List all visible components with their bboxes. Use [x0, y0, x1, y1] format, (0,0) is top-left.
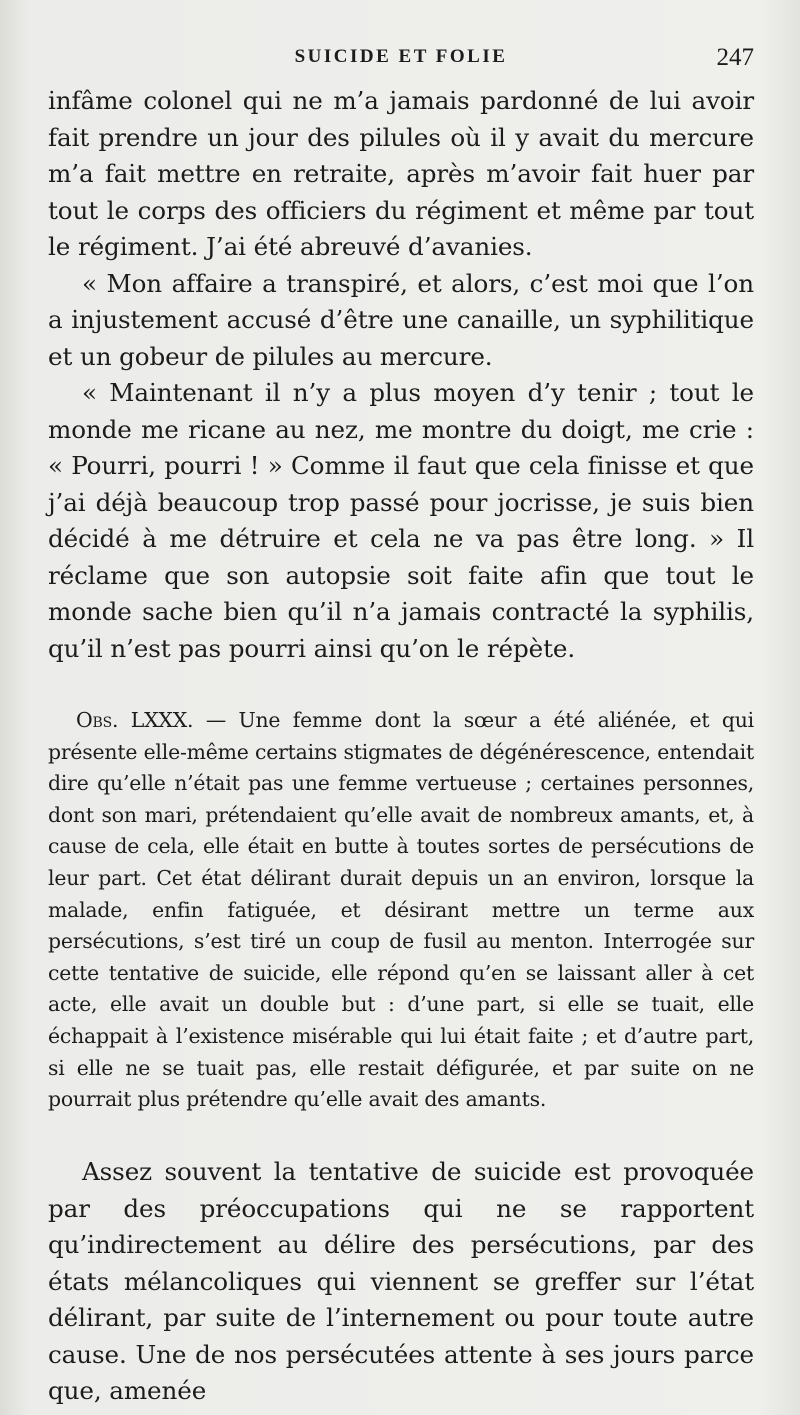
commentary [48, 1154, 754, 1410]
paragraph: « Mon affaire a transpiré, et alors, c’est moi que l’on a injustement accusé d’être une canaille, un syphilitique et un gobeur de pilules au mercure. [48, 268, 754, 371]
running-title: SUICIDE ET FOLIE [294, 46, 508, 67]
page-header [48, 44, 754, 74]
observation-label: Obs. LXXX. [76, 708, 194, 732]
observation-text: — Une femme dont la sœur a été aliénée, et qui présente elle-même certains stigmates de dégénérescence, entendait dire qu’elle n’était pas une femme vertueuse ; certaines personnes, dont son mari, prétendaient qu’elle avait de nombreux amants, et, à cause de cela, elle était en butte à toutes sortes de persécutions de leur part. Cet état délirant durait depuis un an environ, lorsque la malade, enfin fatiguée, et désirant mettre un terme aux persécutions, s’est tiré un coup de fusil au menton. Interrogée sur cette tentative de suicide, elle répond qu’en se laissant aller à cet acte, elle avait un double but : d’une part, si elle se tuait, elle échappait à l’existence misérable qui lui était faite ; et d’autre part, si elle ne se tuait pas, elle restait défigurée, et par suite on ne pourrait plus prétendre qu’elle avait des amants. [48, 708, 754, 1112]
quoted-testimony [48, 83, 754, 667]
observation-lxxx [48, 705, 754, 1116]
paragraph: Assez souvent la tentative de suicide est provoquée par des préoccupations qui ne se rapportent qu’indirectement au délire des persécutions, par des états mélancoliques qui viennent se greffer sur l’état délirant, par suite de l’internement ou pour toute autre cause. Une de nos persécutées attente à ses jours parce que, amenée [48, 1157, 754, 1405]
page-number: 247 [716, 44, 754, 71]
paragraph: « Maintenant il n’y a plus moyen d’y tenir ; tout le monde me ricane au nez, me montre du doigt, me crie : « Pourri, pourri ! » Comme il faut que cela finisse et que j’ai déjà beaucoup trop passé pour jocrisse, je suis bien décidé à me détruire et cela ne va pas être long. » Il réclame que son autopsie soit faite afin que tout le monde sache bien qu’il n’a jamais contracté la syphilis, qu’il n’est pas pourri ainsi qu’on le répète. [48, 378, 754, 663]
observation-paragraph [48, 705, 754, 1116]
paragraph: infâme colonel qui ne m’a jamais pardonné de lui avoir fait prendre un jour des pilules où il y avait du mercure m’a fait mettre en retraite, après m’avoir fait huer par tout le corps des officiers du régiment et même par tout le régiment. J’ai été abreuvé d’avanies. [48, 86, 754, 261]
